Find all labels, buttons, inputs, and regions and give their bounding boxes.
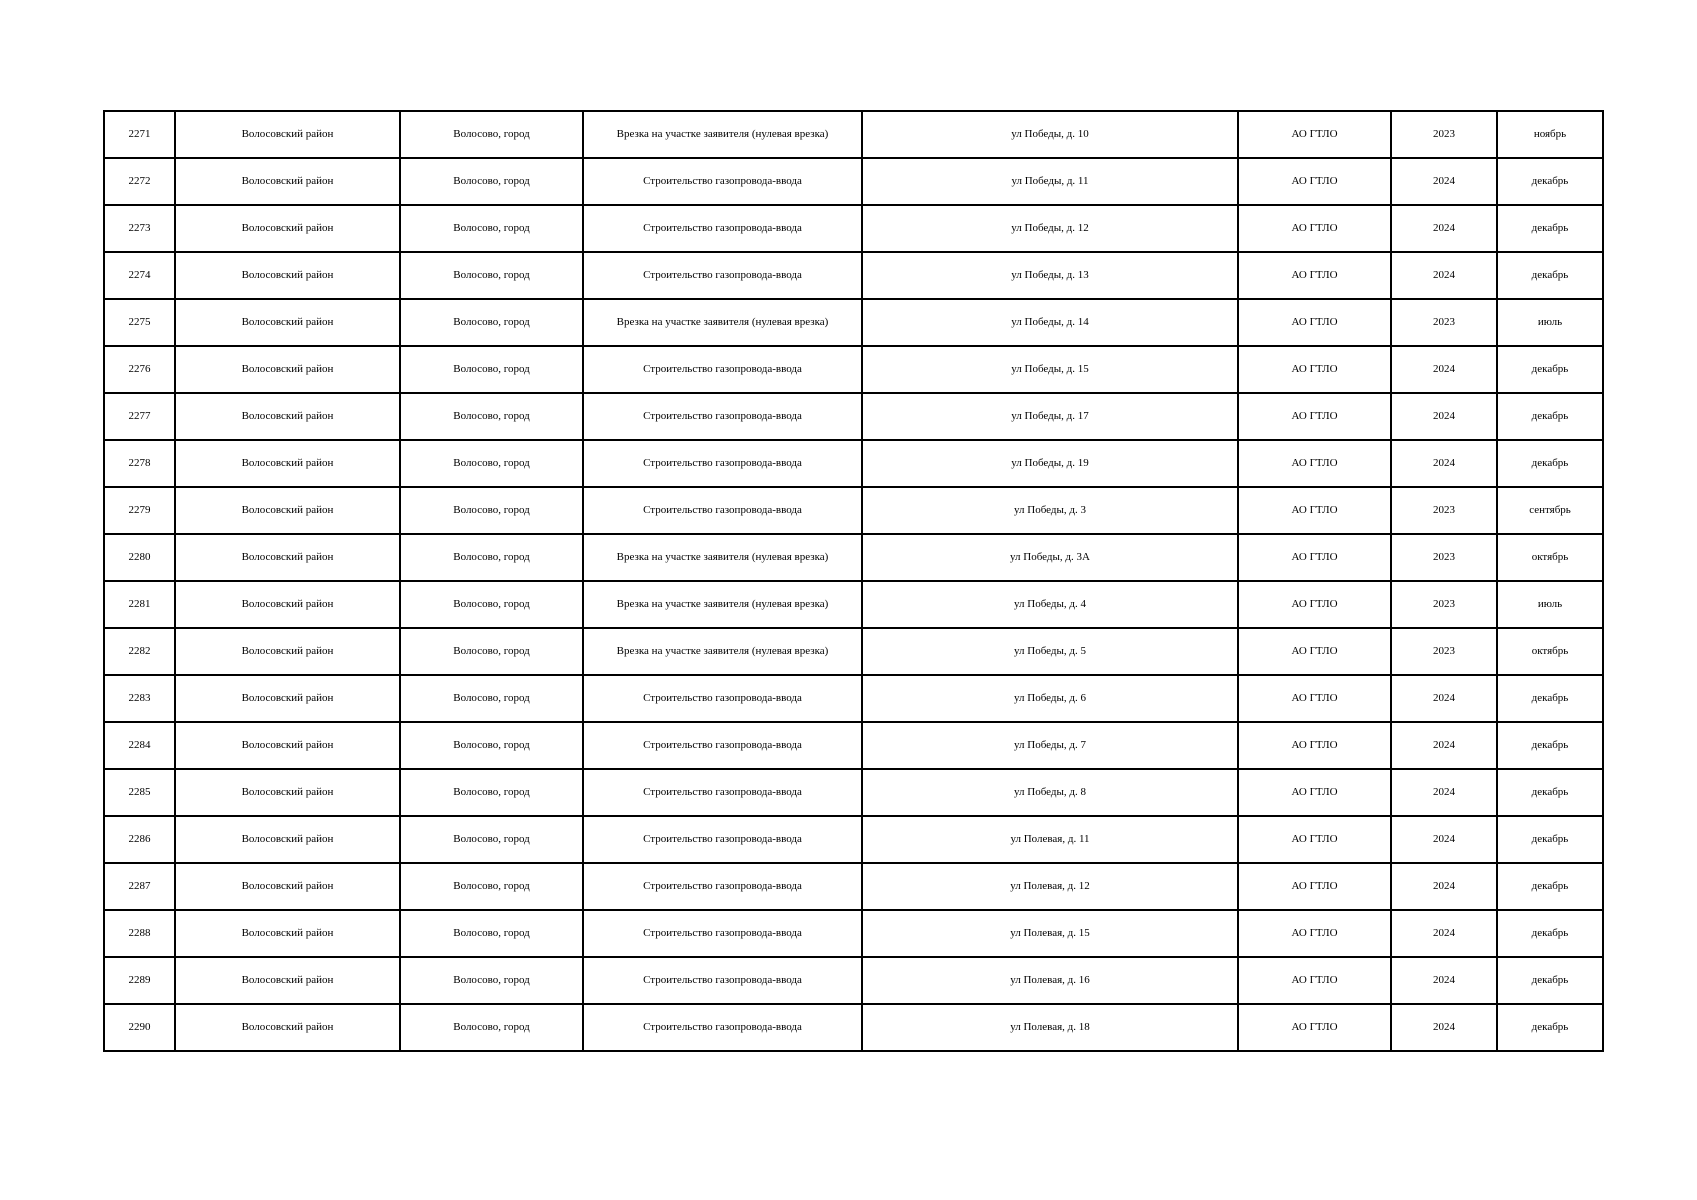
cell-district: Волосовский район bbox=[175, 910, 400, 957]
cell-number: 2277 bbox=[104, 393, 175, 440]
cell-number: 2283 bbox=[104, 675, 175, 722]
table-row bbox=[104, 111, 1603, 158]
cell-year: 2023 bbox=[1391, 299, 1497, 346]
cell-district: Волосовский район bbox=[175, 722, 400, 769]
cell-number: 2281 bbox=[104, 581, 175, 628]
table-row bbox=[104, 299, 1603, 346]
cell-district: Волосовский район bbox=[175, 534, 400, 581]
cell-month: декабрь bbox=[1497, 440, 1603, 487]
cell-district: Волосовский район bbox=[175, 1004, 400, 1051]
cell-work-type: Строительство газопровода-ввода bbox=[583, 346, 862, 393]
cell-month: октябрь bbox=[1497, 534, 1603, 581]
cell-district: Волосовский район bbox=[175, 111, 400, 158]
table-row bbox=[104, 581, 1603, 628]
cell-year: 2024 bbox=[1391, 346, 1497, 393]
table-row bbox=[104, 1004, 1603, 1051]
cell-organization: АО ГТЛО bbox=[1238, 863, 1391, 910]
gasification-table bbox=[103, 110, 1604, 1052]
cell-address: ул Полевая, д. 18 bbox=[862, 1004, 1238, 1051]
cell-work-type: Строительство газопровода-ввода bbox=[583, 769, 862, 816]
cell-work-type: Врезка на участке заявителя (нулевая врезка) bbox=[583, 299, 862, 346]
cell-organization: АО ГТЛО bbox=[1238, 1004, 1391, 1051]
cell-settlement: Волосово, город bbox=[400, 863, 583, 910]
cell-settlement: Волосово, город bbox=[400, 675, 583, 722]
cell-organization: АО ГТЛО bbox=[1238, 299, 1391, 346]
cell-work-type: Строительство газопровода-ввода bbox=[583, 487, 862, 534]
cell-month: декабрь bbox=[1497, 863, 1603, 910]
cell-year: 2024 bbox=[1391, 769, 1497, 816]
cell-month: декабрь bbox=[1497, 1004, 1603, 1051]
cell-address: ул Победы, д. 10 bbox=[862, 111, 1238, 158]
cell-address: ул Победы, д. 19 bbox=[862, 440, 1238, 487]
cell-month: октябрь bbox=[1497, 628, 1603, 675]
table-row bbox=[104, 346, 1603, 393]
cell-address: ул Полевая, д. 12 bbox=[862, 863, 1238, 910]
cell-number: 2272 bbox=[104, 158, 175, 205]
cell-district: Волосовский район bbox=[175, 816, 400, 863]
cell-organization: АО ГТЛО bbox=[1238, 581, 1391, 628]
cell-number: 2273 bbox=[104, 205, 175, 252]
cell-year: 2024 bbox=[1391, 440, 1497, 487]
cell-organization: АО ГТЛО bbox=[1238, 910, 1391, 957]
cell-organization: АО ГТЛО bbox=[1238, 534, 1391, 581]
cell-organization: АО ГТЛО bbox=[1238, 346, 1391, 393]
cell-number: 2290 bbox=[104, 1004, 175, 1051]
cell-settlement: Волосово, город bbox=[400, 769, 583, 816]
cell-month: декабрь bbox=[1497, 910, 1603, 957]
cell-settlement: Волосово, город bbox=[400, 393, 583, 440]
cell-address: ул Полевая, д. 11 bbox=[862, 816, 1238, 863]
cell-address: ул Победы, д. 3А bbox=[862, 534, 1238, 581]
cell-year: 2024 bbox=[1391, 205, 1497, 252]
table-row bbox=[104, 910, 1603, 957]
cell-settlement: Волосово, город bbox=[400, 440, 583, 487]
cell-work-type: Врезка на участке заявителя (нулевая врезка) bbox=[583, 111, 862, 158]
cell-district: Волосовский район bbox=[175, 581, 400, 628]
cell-number: 2287 bbox=[104, 863, 175, 910]
cell-address: ул Победы, д. 17 bbox=[862, 393, 1238, 440]
cell-month: декабрь bbox=[1497, 675, 1603, 722]
cell-work-type: Строительство газопровода-ввода bbox=[583, 863, 862, 910]
cell-organization: АО ГТЛО bbox=[1238, 205, 1391, 252]
cell-month: декабрь bbox=[1497, 205, 1603, 252]
cell-year: 2024 bbox=[1391, 393, 1497, 440]
cell-organization: АО ГТЛО bbox=[1238, 158, 1391, 205]
cell-district: Волосовский район bbox=[175, 487, 400, 534]
cell-year: 2024 bbox=[1391, 675, 1497, 722]
cell-year: 2024 bbox=[1391, 910, 1497, 957]
cell-organization: АО ГТЛО bbox=[1238, 957, 1391, 1004]
cell-month: июль bbox=[1497, 299, 1603, 346]
cell-organization: АО ГТЛО bbox=[1238, 722, 1391, 769]
cell-number: 2274 bbox=[104, 252, 175, 299]
cell-settlement: Волосово, город bbox=[400, 158, 583, 205]
cell-year: 2024 bbox=[1391, 957, 1497, 1004]
cell-month: июль bbox=[1497, 581, 1603, 628]
cell-address: ул Победы, д. 13 bbox=[862, 252, 1238, 299]
table-row bbox=[104, 628, 1603, 675]
cell-year: 2023 bbox=[1391, 534, 1497, 581]
cell-organization: АО ГТЛО bbox=[1238, 440, 1391, 487]
cell-address: ул Победы, д. 14 bbox=[862, 299, 1238, 346]
table-row bbox=[104, 534, 1603, 581]
cell-settlement: Волосово, город bbox=[400, 487, 583, 534]
cell-year: 2023 bbox=[1391, 111, 1497, 158]
cell-number: 2286 bbox=[104, 816, 175, 863]
table-row bbox=[104, 393, 1603, 440]
table-row bbox=[104, 158, 1603, 205]
table-body bbox=[104, 111, 1603, 1051]
cell-year: 2024 bbox=[1391, 816, 1497, 863]
cell-number: 2289 bbox=[104, 957, 175, 1004]
cell-work-type: Врезка на участке заявителя (нулевая врезка) bbox=[583, 534, 862, 581]
cell-settlement: Волосово, город bbox=[400, 1004, 583, 1051]
cell-month: ноябрь bbox=[1497, 111, 1603, 158]
cell-organization: АО ГТЛО bbox=[1238, 111, 1391, 158]
cell-settlement: Волосово, город bbox=[400, 346, 583, 393]
cell-work-type: Врезка на участке заявителя (нулевая врезка) bbox=[583, 581, 862, 628]
cell-work-type: Строительство газопровода-ввода bbox=[583, 910, 862, 957]
cell-organization: АО ГТЛО bbox=[1238, 487, 1391, 534]
cell-district: Волосовский район bbox=[175, 252, 400, 299]
cell-organization: АО ГТЛО bbox=[1238, 252, 1391, 299]
cell-number: 2279 bbox=[104, 487, 175, 534]
cell-settlement: Волосово, город bbox=[400, 111, 583, 158]
cell-settlement: Волосово, город bbox=[400, 722, 583, 769]
cell-address: ул Полевая, д. 15 bbox=[862, 910, 1238, 957]
cell-year: 2024 bbox=[1391, 863, 1497, 910]
cell-settlement: Волосово, город bbox=[400, 252, 583, 299]
cell-year: 2024 bbox=[1391, 158, 1497, 205]
cell-address: ул Победы, д. 4 bbox=[862, 581, 1238, 628]
cell-year: 2023 bbox=[1391, 628, 1497, 675]
cell-number: 2275 bbox=[104, 299, 175, 346]
cell-settlement: Волосово, город bbox=[400, 205, 583, 252]
cell-address: ул Победы, д. 7 bbox=[862, 722, 1238, 769]
table-row bbox=[104, 722, 1603, 769]
cell-work-type: Строительство газопровода-ввода bbox=[583, 957, 862, 1004]
cell-address: ул Победы, д. 8 bbox=[862, 769, 1238, 816]
cell-number: 2282 bbox=[104, 628, 175, 675]
cell-district: Волосовский район bbox=[175, 675, 400, 722]
cell-number: 2280 bbox=[104, 534, 175, 581]
cell-settlement: Волосово, город bbox=[400, 628, 583, 675]
cell-number: 2271 bbox=[104, 111, 175, 158]
cell-district: Волосовский район bbox=[175, 769, 400, 816]
cell-work-type: Строительство газопровода-ввода bbox=[583, 393, 862, 440]
cell-settlement: Волосово, город bbox=[400, 534, 583, 581]
table-row bbox=[104, 957, 1603, 1004]
cell-district: Волосовский район bbox=[175, 299, 400, 346]
cell-address: ул Победы, д. 6 bbox=[862, 675, 1238, 722]
cell-number: 2285 bbox=[104, 769, 175, 816]
table-row bbox=[104, 816, 1603, 863]
cell-number: 2288 bbox=[104, 910, 175, 957]
cell-address: ул Победы, д. 15 bbox=[862, 346, 1238, 393]
cell-year: 2023 bbox=[1391, 487, 1497, 534]
cell-work-type: Строительство газопровода-ввода bbox=[583, 722, 862, 769]
cell-settlement: Волосово, город bbox=[400, 299, 583, 346]
cell-number: 2284 bbox=[104, 722, 175, 769]
cell-month: декабрь bbox=[1497, 158, 1603, 205]
table-row bbox=[104, 863, 1603, 910]
cell-month: декабрь bbox=[1497, 393, 1603, 440]
cell-year: 2024 bbox=[1391, 252, 1497, 299]
cell-number: 2278 bbox=[104, 440, 175, 487]
cell-address: ул Победы, д. 5 bbox=[862, 628, 1238, 675]
cell-work-type: Строительство газопровода-ввода bbox=[583, 816, 862, 863]
cell-address: ул Победы, д. 12 bbox=[862, 205, 1238, 252]
cell-month: декабрь bbox=[1497, 252, 1603, 299]
cell-work-type: Строительство газопровода-ввода bbox=[583, 252, 862, 299]
cell-organization: АО ГТЛО bbox=[1238, 675, 1391, 722]
cell-work-type: Строительство газопровода-ввода bbox=[583, 675, 862, 722]
table-row bbox=[104, 769, 1603, 816]
cell-month: декабрь bbox=[1497, 957, 1603, 1004]
cell-month: декабрь bbox=[1497, 816, 1603, 863]
cell-organization: АО ГТЛО bbox=[1238, 628, 1391, 675]
cell-work-type: Врезка на участке заявителя (нулевая врезка) bbox=[583, 628, 862, 675]
cell-district: Волосовский район bbox=[175, 158, 400, 205]
cell-settlement: Волосово, город bbox=[400, 957, 583, 1004]
cell-settlement: Волосово, город bbox=[400, 581, 583, 628]
cell-number: 2276 bbox=[104, 346, 175, 393]
cell-year: 2024 bbox=[1391, 722, 1497, 769]
cell-district: Волосовский район bbox=[175, 393, 400, 440]
cell-year: 2024 bbox=[1391, 1004, 1497, 1051]
cell-month: сентябрь bbox=[1497, 487, 1603, 534]
cell-year: 2023 bbox=[1391, 581, 1497, 628]
cell-district: Волосовский район bbox=[175, 205, 400, 252]
cell-address: ул Полевая, д. 16 bbox=[862, 957, 1238, 1004]
cell-district: Волосовский район bbox=[175, 346, 400, 393]
cell-organization: АО ГТЛО bbox=[1238, 769, 1391, 816]
cell-district: Волосовский район bbox=[175, 440, 400, 487]
table-row bbox=[104, 252, 1603, 299]
cell-organization: АО ГТЛО bbox=[1238, 816, 1391, 863]
cell-month: декабрь bbox=[1497, 346, 1603, 393]
cell-month: декабрь bbox=[1497, 722, 1603, 769]
cell-settlement: Волосово, город bbox=[400, 816, 583, 863]
table-row bbox=[104, 440, 1603, 487]
cell-district: Волосовский район bbox=[175, 628, 400, 675]
table-row bbox=[104, 205, 1603, 252]
cell-district: Волосовский район bbox=[175, 863, 400, 910]
cell-settlement: Волосово, город bbox=[400, 910, 583, 957]
cell-organization: АО ГТЛО bbox=[1238, 393, 1391, 440]
cell-work-type: Строительство газопровода-ввода bbox=[583, 205, 862, 252]
cell-address: ул Победы, д. 11 bbox=[862, 158, 1238, 205]
cell-work-type: Строительство газопровода-ввода bbox=[583, 1004, 862, 1051]
cell-district: Волосовский район bbox=[175, 957, 400, 1004]
table-row bbox=[104, 487, 1603, 534]
table-row bbox=[104, 675, 1603, 722]
cell-address: ул Победы, д. 3 bbox=[862, 487, 1238, 534]
cell-work-type: Строительство газопровода-ввода bbox=[583, 440, 862, 487]
cell-work-type: Строительство газопровода-ввода bbox=[583, 158, 862, 205]
cell-month: декабрь bbox=[1497, 769, 1603, 816]
